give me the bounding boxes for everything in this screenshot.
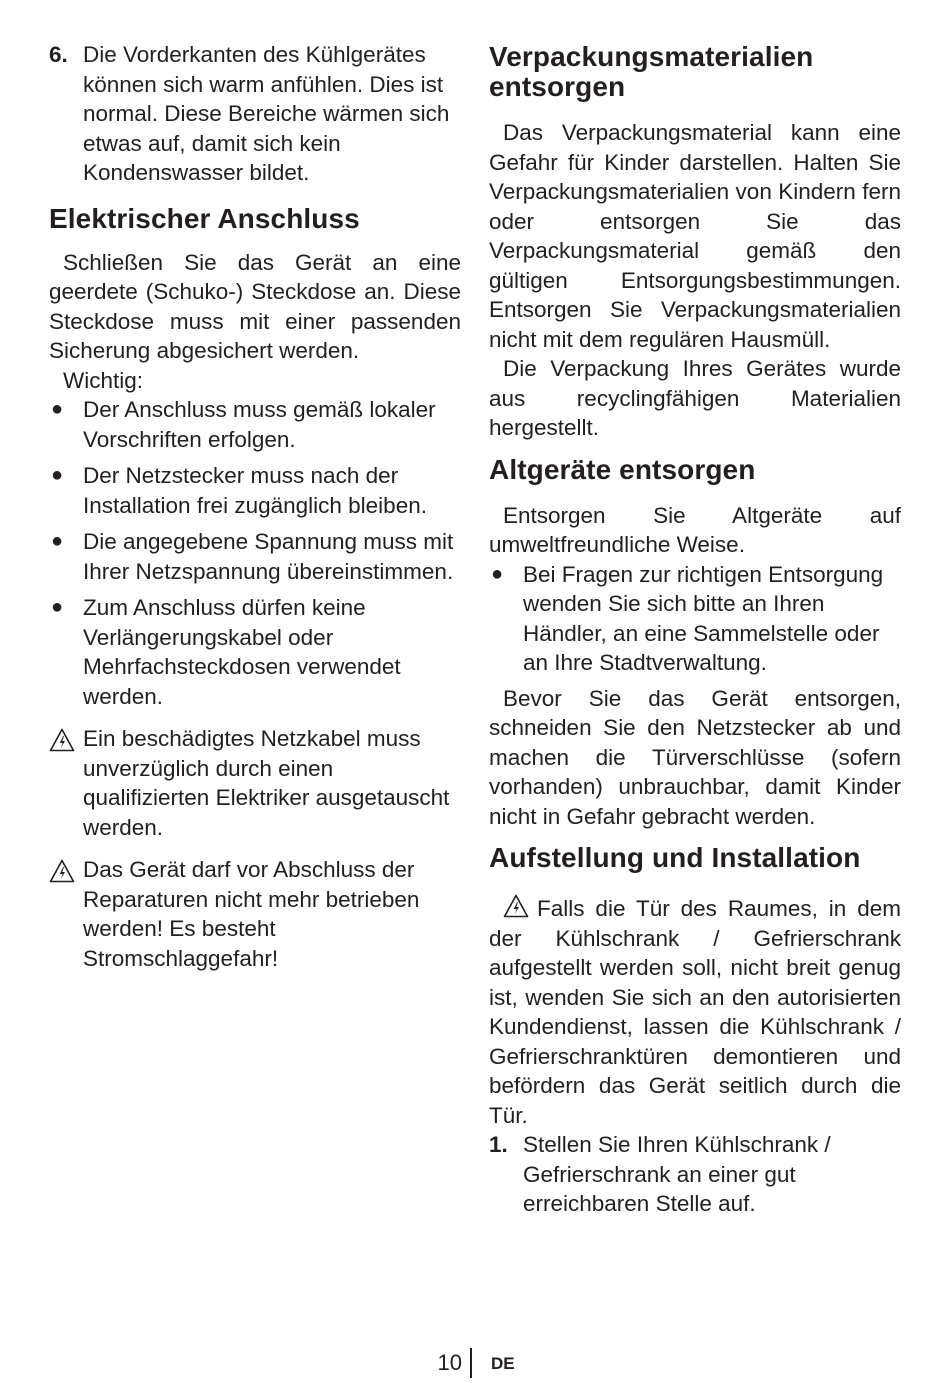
- bullet-icon: ●: [491, 562, 504, 585]
- paragraph-packaging-1: Das Verpackungsmaterial kann eine Gefahr für Kinder darstellen. Halten Sie Verpackungsmaterialien von Kindern fern oder entsorgen Sie das Verpackungsmaterial gemäß den gültigen Entsorgungsbestimmungen. Entsorgen Sie Verpackungsmaterialien nicht mit dem regulären Hausmüll.: [489, 120, 901, 352]
- list-item: [49, 395, 461, 454]
- list-item-text: Der Netzstecker muss nach der Installation frei zugänglich bleiben.: [83, 463, 427, 518]
- warning-note: [49, 724, 461, 842]
- list-item-text: Stellen Sie Ihren Kühlschrank / Gefrierschrank an einer gut erreichbaren Stelle auf.: [523, 1132, 831, 1216]
- warning-triangle-icon: [49, 728, 75, 752]
- bullet-icon: ●: [51, 398, 64, 420]
- section-heading-electrical: Elektrischer Anschluss: [49, 202, 360, 234]
- list-item-text: Zum Anschluss dürfen keine Verlängerungskabel oder Mehrfachsteckdosen verwendet werden.: [83, 595, 401, 709]
- bullet-icon: ●: [51, 596, 64, 618]
- list-item: [49, 593, 461, 711]
- page-number: 10: [437, 1350, 462, 1375]
- paragraph-packaging-2: Die Verpackung Ihres Gerätes wurde aus recyclingfähigen Materialien hergestellt.: [489, 356, 901, 440]
- warning-text: Das Gerät darf vor Abschluss der Reparaturen nicht mehr betrieben werden! Es besteht Stromschlaggefahr!: [83, 857, 420, 971]
- left-column: [49, 40, 461, 973]
- list-item: [489, 560, 901, 678]
- section-heading-packaging: Verpackungsmaterialien entsorgen: [489, 41, 814, 102]
- list-item-1: [489, 1130, 901, 1219]
- warning-note: [49, 855, 461, 973]
- page-footer: [0, 1348, 950, 1380]
- warning-triangle-icon: [503, 894, 529, 918]
- warning-triangle-icon: [49, 859, 75, 883]
- language-code: DE: [491, 1354, 515, 1373]
- list-item-text: Bei Fragen zur richtigen Entsorgung wenden Sie sich bitte an Ihren Händler, an eine Sammelstelle oder an Ihre Stadtverwaltung.: [523, 561, 884, 675]
- bullet-icon: ●: [51, 530, 64, 552]
- list-item: [49, 527, 461, 586]
- list-item-text: Der Anschluss muss gemäß lokaler Vorschriften erfolgen.: [83, 397, 436, 452]
- list-number: 6.: [49, 42, 68, 67]
- list-item-text: Die Vorderkanten des Kühlgerätes können sich warm anfühlen. Dies ist normal. Diese Bereiche wärmen sich etwas auf, damit sich kein Kondenswasser bildet.: [83, 42, 450, 185]
- list-item-6: [49, 40, 461, 188]
- right-column: [489, 40, 901, 1219]
- paragraph-old-devices-1: Entsorgen Sie Altgeräte auf umweltfreundliche Weise.: [489, 502, 901, 557]
- section-heading-old-devices: Altgeräte entsorgen: [489, 453, 756, 485]
- warning-text: Ein beschädigtes Netzkabel muss unverzüglich durch einen qualifizierten Elektriker ausgetauscht werden.: [83, 726, 450, 840]
- section-heading-installation: Aufstellung und Installation: [489, 842, 861, 873]
- list-number: 1.: [489, 1132, 508, 1157]
- paragraph-electrical-intro: Schließen Sie das Gerät an eine geerdete (Schuko-) Steckdose an. Diese Steckdose muss mit einer passenden Sicherung abgesichert werden.: [49, 249, 461, 363]
- paragraph-old-devices-2: Bevor Sie das Gerät entsorgen, schneiden Sie den Netzstecker ab und machen die Türverschlüsse (sofern vorhanden) unbrauchbar, damit Kinder nicht in Gefahr gebracht werden.: [489, 685, 901, 829]
- footer-divider: [470, 1348, 472, 1378]
- bullet-icon: ●: [51, 464, 64, 486]
- list-item: [49, 461, 461, 520]
- installation-warning: [489, 894, 901, 1130]
- list-item-text: Die angegebene Spannung muss mit Ihrer Netzspannung übereinstimmen.: [83, 529, 454, 584]
- warning-text: Falls die Tür des Raumes, in dem der Kühlschrank / Gefrierschrank aufgestellt werden soll, nicht breit genug ist, wenden Sie sich an den autorisierten Kundendienst, lassen die Kühlschrank / Gefrierschranktüren demontieren und befördern das Gerät seitlich durch die Tür.: [489, 896, 901, 1128]
- important-label: Wichtig:: [63, 367, 144, 393]
